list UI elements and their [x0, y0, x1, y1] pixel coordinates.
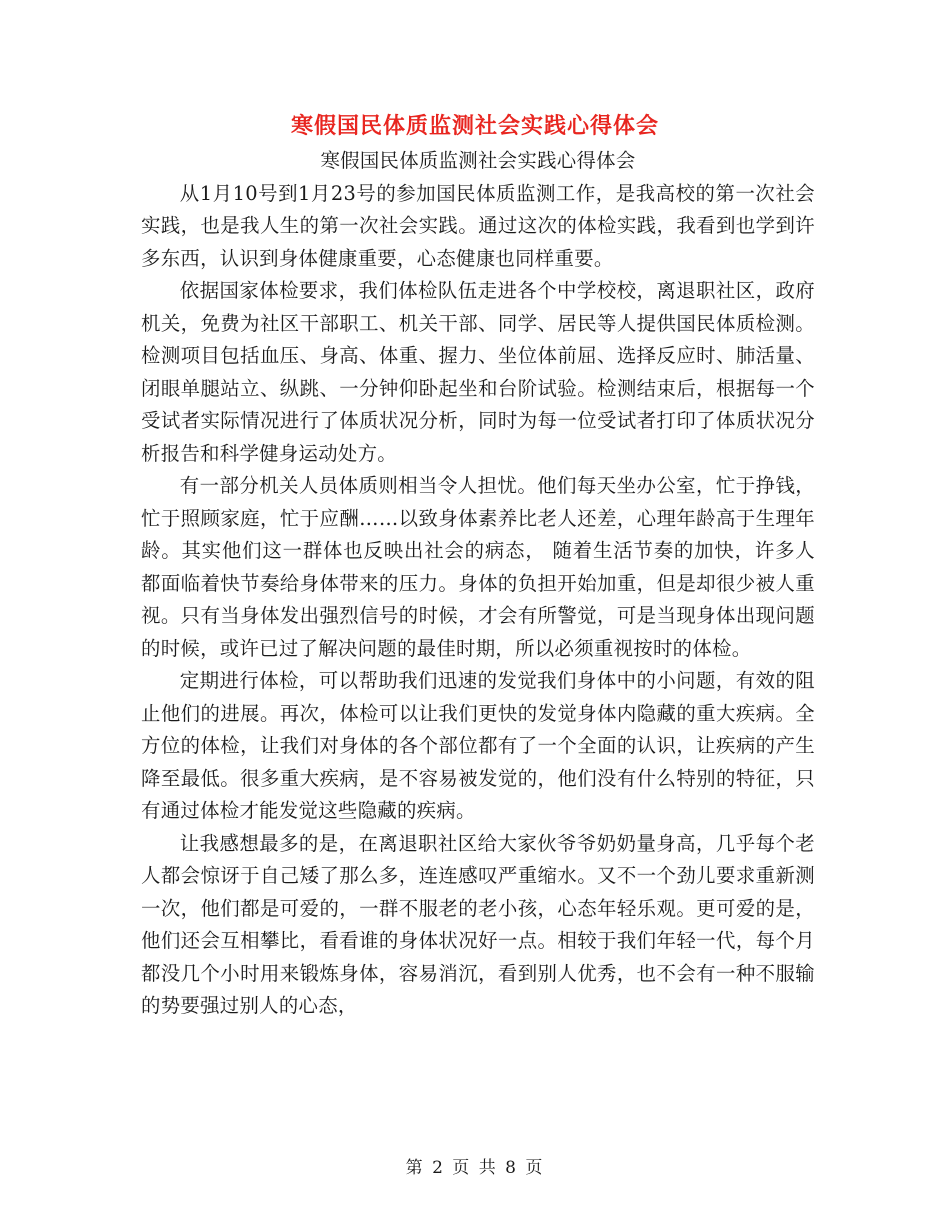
document-body — [141, 145, 815, 1023]
document-subtitle: 寒假国民体质监测社会实践心得体会 — [320, 149, 636, 172]
document-title: 寒假国民体质监测社会实践心得体会 — [290, 113, 659, 139]
paragraph: 依据国家体检要求，我们体检队伍走进各个中学校校，离退职社区，政府机关，免费为社区干部职工、机关干部、同学、居民等人提供国民体质检测。检测项目包括血压、身高、体重、握力、坐位体前屈、选择反应时、肺活量、闭眼单腿站立、纵跳、一分钟仰卧起坐和台阶试验。检测结束后，根据每一个受试者实际情况进行了体质状况分析，同时为每一位受试者打印了体质状况分析报告和科学健身运动处方。 — [141, 279, 815, 465]
paragraph: 定期进行体检，可以帮助我们迅速的发觉我们身体中的小问题，有效的阻止他们的进展。再次，体检可以让我们更快的发觉身体内隐藏的重大疾病。全方位的体检，让我们对身体的各个部位都有了一个全面的认识，让疾病的产生降至最低。很多重大疾病，是不容易被发觉的，他们没有什么特别的特征，只有通过体检才能发觉这些隐藏的疾病。 — [141, 669, 815, 822]
paragraph: 从1月10号到1月23号的参加国民体质监测工作，是我高校的第一次社会实践，也是我人生的第一次社会实践。通过这次的体检实践，我看到也学到许多东西，认识到身体健康重要，心态健康也同样重要。 — [141, 181, 815, 270]
paragraph: 让我感想最多的是，在离退职社区给大家伙爷爷奶奶量身高，几乎每个老人都会惊讶于自己矮了那么多，连连感叹严重缩水。又不一个劲儿要求重新测一次，他们都是可爱的，一群不服老的老小孩，心态年轻乐观。更可爱的是，他们还会互相攀比，看看谁的身体状况好一点。相较于我们年轻一代，每个月都没几个小时用来锻炼身体，容易消沉，看到别人优秀，也不会有一种不服输的势要强过别人的心态， — [141, 831, 815, 1017]
page-number-footer: 第 2 页 共 8 页 — [405, 1158, 545, 1178]
paragraph: 有一部分机关人员体质则相当令人担忧。他们每天坐办公室，忙于挣钱，忙于照顾家庭，忙于应酬……以致身体素养比老人还差，心理年龄高于生理年龄。其实他们这一群体也反映出社会的病态， 随着生活节奏的加快，许多人都面临着快节奏给身体带来的压力。身体的负担开始加重，但是却很少被人重视。只有当身体发出强烈信号的时候，才会有所警觉，可是当现身体出现问题的时候，或许已过了解决问题的最佳时期，所以必须重视按时的体检。 — [141, 474, 815, 660]
